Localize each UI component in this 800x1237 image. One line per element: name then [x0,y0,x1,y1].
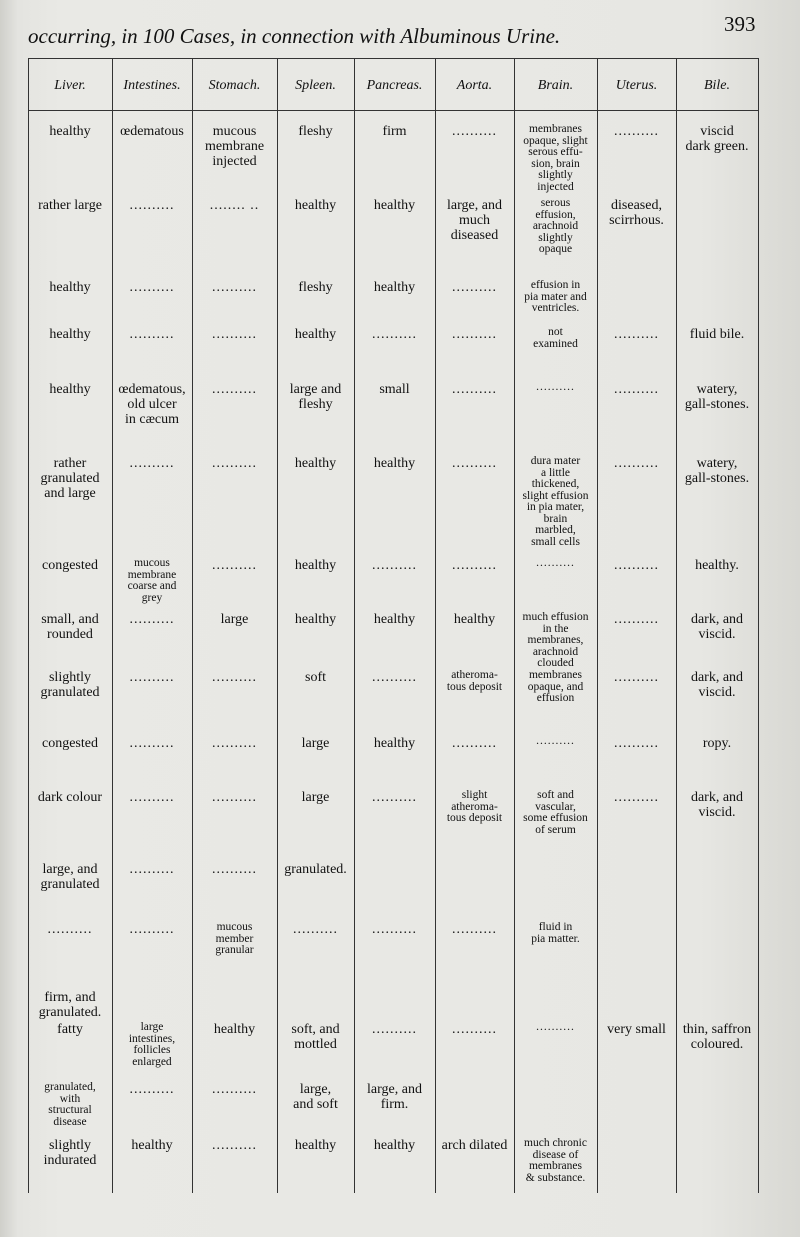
cell-aorta: healthy [453,612,496,627]
cell-brain: .......... [536,557,575,569]
cell-liver: rather granulated and large [40,456,100,501]
cell-bile: watery, gall-stones. [684,456,750,486]
cell-spleen: granulated. [284,862,347,877]
column-header-stomach: Stomach. [208,78,261,93]
cell-brain: .......... [536,381,575,393]
cell-liver: congested [42,736,98,751]
cell-aorta: .......... [452,124,497,139]
cell-spleen: .......... [293,922,338,937]
cell-pancreas: .......... [372,558,417,573]
cell-bile: thin, saffron coloured. [682,1022,752,1052]
cell-stomach: .......... [212,736,257,751]
cell-pancreas: firm [382,124,407,139]
cell-brain: much effusion in the membranes, arachnoid clouded [522,611,589,669]
cell-intestines: large intestines, follicles enlarged [128,1021,176,1068]
cell-spleen: healthy [294,198,337,213]
cell-stomach: .......... [212,558,257,573]
cell-stomach: healthy [213,1022,256,1037]
cell-liver: fatty [57,1022,83,1037]
cell-bile: dark, and viscid. [690,790,744,820]
cell-pancreas: healthy [373,736,416,751]
cell-spleen: healthy [294,456,337,471]
cell-intestines: .......... [129,280,175,295]
cell-pancreas: .......... [372,1022,417,1037]
cell-spleen: soft, and mottled [291,1022,340,1052]
cell-spleen: soft [305,670,326,685]
cell-aorta: .......... [452,1022,497,1037]
cell-brain: soft and vascular, some effusion of serum [523,789,588,836]
cell-intestines: .......... [129,670,175,685]
cell-intestines: œdematous, old ulcer in cæcum [118,382,186,427]
cell-bile: healthy. [695,558,739,573]
cell-stomach: ........ .. [209,198,260,213]
cell-uterus: .......... [614,612,659,627]
cell-pancreas: .......... [372,790,417,805]
cell-pancreas: .......... [372,922,417,937]
cell-pancreas: .......... [372,670,417,685]
cell-brain: membranes opaque, and effusion [527,669,584,704]
cell-pancreas: small [379,382,410,397]
page-number: 393 [724,12,756,36]
cell-intestines: .......... [129,198,175,213]
cell-stomach: .......... [212,280,257,295]
cell-liver: healthy [49,382,91,397]
cell-liver: healthy [49,280,91,295]
running-head: occurring, in 100 Cases, in connection with Albuminous Urine. [28,24,561,48]
column-rule [758,58,759,1193]
cell-spleen: large [301,790,330,805]
cell-bile: viscid dark green. [685,124,749,154]
column-header-uterus: Uterus. [615,78,658,93]
column-header-pancreas: Pancreas. [366,78,423,93]
cell-pancreas: large, and firm. [367,1082,422,1112]
cell-uterus: .......... [614,736,659,751]
cell-intestines: .......... [129,612,175,627]
cell-brain: not examined [533,326,578,350]
column-header-liver: Liver. [54,78,86,93]
cell-liver: slightly granulated [40,670,100,700]
cell-pancreas: healthy [373,612,416,627]
cell-brain: dura mater a little thickened, slight effusion in pia mater, brain marbled, small cells [522,455,589,548]
cell-spleen: healthy [294,558,337,573]
cell-uterus: diseased, scirrhous. [609,198,664,228]
cell-brain: effusion in pia mater and ventricles. [524,279,587,314]
cell-bile: dark, and viscid. [690,670,744,700]
cell-intestines: mucous membrane coarse and grey [127,557,177,604]
cell-stomach: .......... [212,1082,257,1097]
cell-aorta: .......... [452,327,497,342]
cell-aorta: arch dilated [441,1138,508,1153]
cell-intestines: .......... [129,790,175,805]
cell-spleen: healthy [294,327,337,342]
cell-stomach: mucous member granular [215,921,254,956]
cell-liver: large, and granulated [40,862,100,892]
cell-intestines: .......... [129,922,175,937]
cell-aorta: .......... [452,922,497,937]
cell-spleen: large and fleshy [289,382,342,412]
cell-pancreas: healthy [373,198,416,213]
cell-aorta: .......... [452,736,497,751]
cell-brain: membranes opaque, slight serous effu- sion, brain slightly injected [523,123,588,193]
cell-spleen: healthy [294,612,337,627]
cell-aorta: .......... [452,558,497,573]
cell-uterus: .......... [614,670,659,685]
cell-aorta: .......... [452,280,497,295]
cell-liver: rather large [38,198,102,213]
cell-aorta: .......... [452,456,497,471]
cell-brain: much chronic disease of membranes & substance. [524,1137,587,1184]
cell-spleen: healthy [294,1138,337,1153]
cell-spleen: fleshy [298,124,333,139]
cell-brain: .......... [536,735,575,747]
cell-intestines: .......... [129,456,175,471]
cell-liver: healthy [49,124,91,139]
cell-liver: dark colour [37,790,103,805]
cell-intestines: .......... [129,327,175,342]
cell-pancreas: .......... [372,327,417,342]
table-top-rule [28,58,758,59]
cell-pancreas: healthy [373,456,416,471]
cell-liver: granulated, with structural disease [44,1081,96,1128]
cell-aorta: large, and much diseased [447,198,502,243]
cell-stomach: .......... [212,456,257,471]
cell-stomach: mucous membrane injected [204,124,265,169]
cell-uterus: .......... [614,382,659,397]
cell-brain: fluid in pia matter. [531,921,580,945]
cell-uterus: .......... [614,790,659,805]
cell-stomach: .......... [212,382,257,397]
cell-uterus: very small [607,1022,666,1037]
cell-stomach: .......... [212,670,257,685]
column-header-spleen: Spleen. [295,78,336,93]
column-header-bile: Bile. [703,78,731,93]
cell-spleen: large, and soft [293,1082,338,1112]
cell-stomach: .......... [212,1138,257,1153]
cell-pancreas: healthy [373,280,416,295]
cell-spleen: large [301,736,330,751]
column-header-brain: Brain. [537,78,574,93]
column-header-aorta: Aorta. [456,78,493,93]
cell-bile: fluid bile. [689,327,745,342]
cell-uterus: .......... [614,558,659,573]
cell-bile: dark, and viscid. [690,612,744,642]
cell-spleen: fleshy [298,280,333,295]
cell-aorta: slight atheroma- tous deposit [446,789,503,824]
cell-brain: serous effusion, arachnoid slightly opaque [532,197,579,255]
cell-liver: small, and rounded [41,612,99,642]
cell-pancreas: healthy [373,1138,416,1153]
cell-aorta: .......... [452,382,497,397]
cell-aorta: atheroma- tous deposit [446,669,503,693]
column-header-intestines: Intestines. [123,78,181,93]
cell-liver: slightly indurated [43,1138,97,1168]
cell-uterus: .......... [614,327,659,342]
cell-stomach: .......... [212,790,257,805]
cell-liver: healthy [49,327,91,342]
cell-intestines: .......... [129,862,175,877]
cell-liver: .......... [47,922,93,937]
cell-uterus: .......... [614,124,659,139]
table-header-rule [28,110,758,111]
cell-intestines: healthy [131,1138,173,1153]
cell-intestines: .......... [129,736,175,751]
cell-stomach: large [220,612,249,627]
cell-bile: watery, gall-stones. [684,382,750,412]
cell-liver: firm, and granulated. [38,990,102,1020]
cell-intestines: œdematous [120,124,184,139]
cell-stomach: .......... [212,327,257,342]
cell-liver: congested [42,558,98,573]
cell-stomach: .......... [212,862,257,877]
cell-brain: .......... [536,1021,575,1033]
cell-intestines: .......... [129,1082,175,1097]
cell-uterus: .......... [614,456,659,471]
cell-bile: ropy. [702,736,732,751]
